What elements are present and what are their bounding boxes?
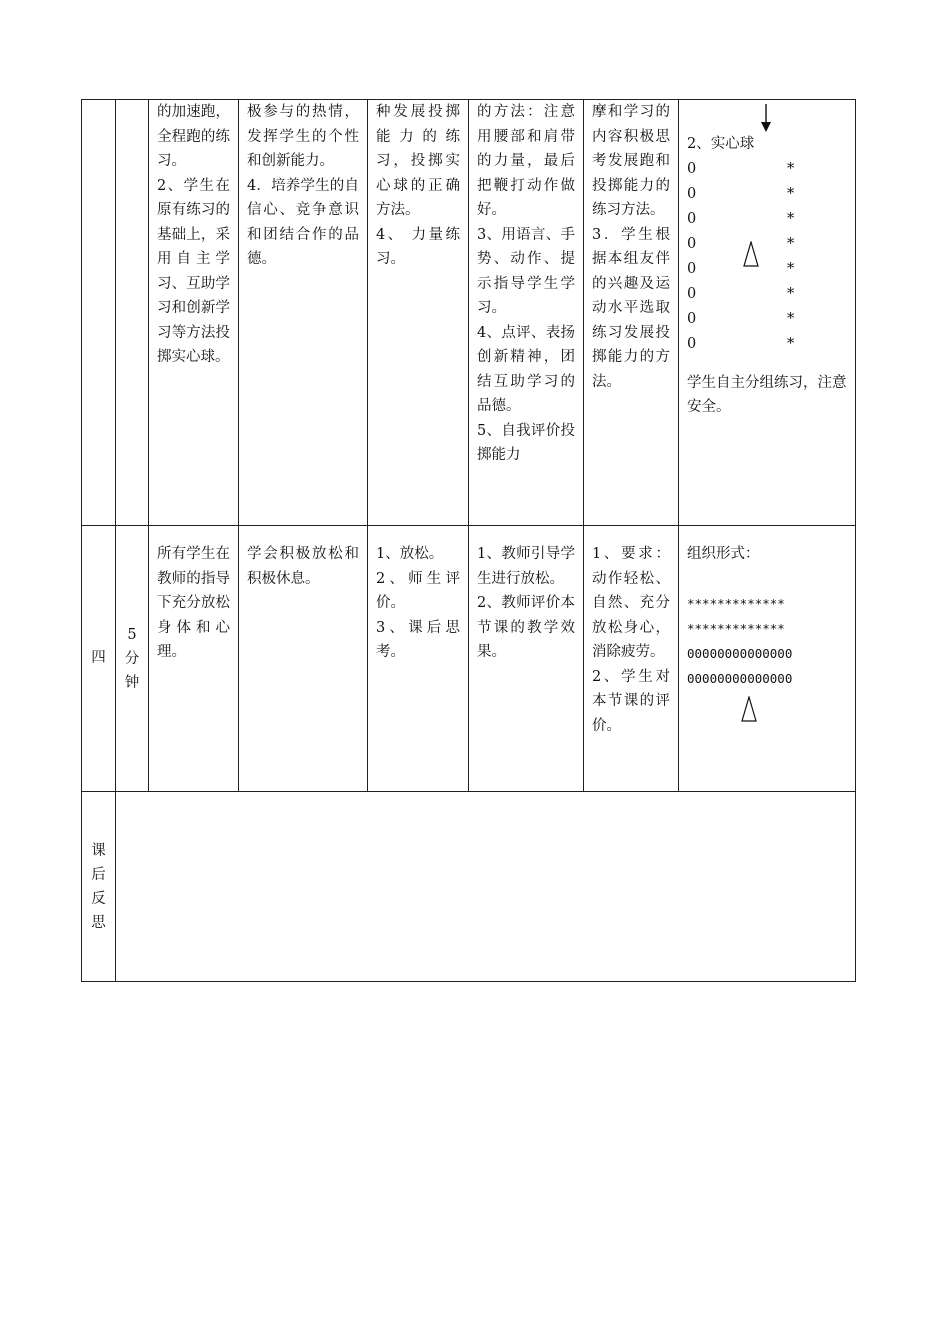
- teacher-triangle-icon: [743, 241, 759, 267]
- teacher-text: 的方法：注意用腰部和肩带的力量，最后把鞭打动作做好。: [477, 104, 575, 218]
- part-cell: [82, 526, 116, 792]
- time-text: 5: [127, 626, 137, 643]
- teacher-text: 3、用语言、手势、动作、提示指导学生学习。: [477, 226, 575, 316]
- practice-text: 2、师生评价。: [376, 570, 460, 611]
- grid-row: 0 *: [687, 210, 795, 227]
- goal-text: 学会积极放松和积极休息。: [247, 546, 359, 587]
- goal-text: 4．培养学生的自信心、竞争意识和团结合作的品德。: [247, 177, 359, 267]
- content-text: 所有学生在教师的指导下充分放松身体和心理。: [157, 546, 230, 660]
- arrow-down-icon: [759, 104, 773, 132]
- grid-row: 0 *: [687, 235, 795, 252]
- formation-title: 2、实心球: [687, 136, 755, 152]
- reflection-content-cell[interactable]: [116, 792, 856, 982]
- reflection-label: 课: [91, 842, 106, 859]
- grid-row: 0 *: [687, 160, 795, 177]
- goal-text: 极参与的热情，发挥学生的个性和创新能力。: [247, 104, 359, 169]
- teacher-cell: [469, 100, 584, 526]
- part-label: 四: [91, 650, 106, 667]
- part-cell: [82, 100, 116, 526]
- table-row: [82, 526, 856, 792]
- content-cell: [149, 526, 239, 792]
- formation-line: 00000000000000: [687, 670, 793, 686]
- content-cell: [149, 100, 239, 526]
- student-cell: [584, 100, 679, 526]
- grid-row: 0 *: [687, 335, 795, 352]
- practice-text: 种发展投掷能力的练习，投掷实心球的正确方法。: [376, 104, 460, 218]
- teacher-text: 5、自我评价投掷能力: [477, 422, 575, 463]
- grid-row: 0 *: [687, 260, 795, 277]
- time-text: 钟: [124, 674, 140, 691]
- time-cell: [116, 100, 149, 526]
- teacher-text: 1、教师引导学生进行放松。: [477, 546, 575, 587]
- teacher-text: 4、点评、表扬创新精神，团结互助学习的品德。: [477, 324, 575, 414]
- time-text: 分: [124, 650, 140, 667]
- formation-line: *************: [687, 620, 785, 636]
- formation-line: *************: [687, 595, 785, 611]
- goal-cell: [239, 526, 368, 792]
- formation-note: 学生自主分组练习，注意安全。: [687, 374, 847, 415]
- reflection-label-cell: [82, 792, 116, 982]
- practice-cell: [368, 526, 469, 792]
- content-text: 的加速跑，全程跑的练习。: [157, 104, 230, 169]
- reflection-label: 后: [91, 866, 106, 883]
- goal-cell: [239, 100, 368, 526]
- student-text: 2、学生对本节课的评价。: [592, 668, 670, 734]
- practice-text: 4、 力量练习。: [376, 226, 460, 267]
- student-text: 摩和学习的内容积极思考发展跑和投掷能力的练习方法。: [592, 104, 670, 218]
- formation-grid: [687, 157, 847, 357]
- formation-title: 组织形式：: [687, 546, 760, 562]
- student-cell: [584, 526, 679, 792]
- organization-cell: [679, 100, 856, 526]
- student-text: 1、要求：动作轻松、自然、充分放松身心，消除疲劳。: [592, 546, 670, 660]
- formation-line: 00000000000000: [687, 645, 793, 661]
- organization-cell: [679, 526, 856, 792]
- teacher-triangle-icon: [741, 696, 757, 722]
- reflection-label: 思: [91, 914, 106, 931]
- content-text: 2、学生在原有练习的基础上，采用自主学习、互助学习和创新学习等方法投掷实心球。: [157, 177, 230, 365]
- practice-text: 1、放松。: [376, 546, 444, 562]
- teacher-cell: [469, 526, 584, 792]
- grid-row: 0 *: [687, 310, 795, 327]
- lesson-plan-table: [81, 99, 856, 982]
- grid-row: 0 *: [687, 285, 795, 302]
- reflection-label: 反: [91, 890, 106, 907]
- teacher-text: 2、教师评价本节课的教学效果。: [477, 595, 575, 660]
- table-row: [82, 100, 856, 526]
- practice-text: 3、课后思考。: [376, 619, 460, 660]
- table-row: [82, 792, 856, 982]
- grid-row: 0 *: [687, 185, 795, 202]
- practice-cell: [368, 100, 469, 526]
- time-cell: [116, 526, 149, 792]
- student-text: 3．学生根据本组友伴的兴趣及运动水平选取练习发展投掷能力的方法。: [592, 226, 670, 390]
